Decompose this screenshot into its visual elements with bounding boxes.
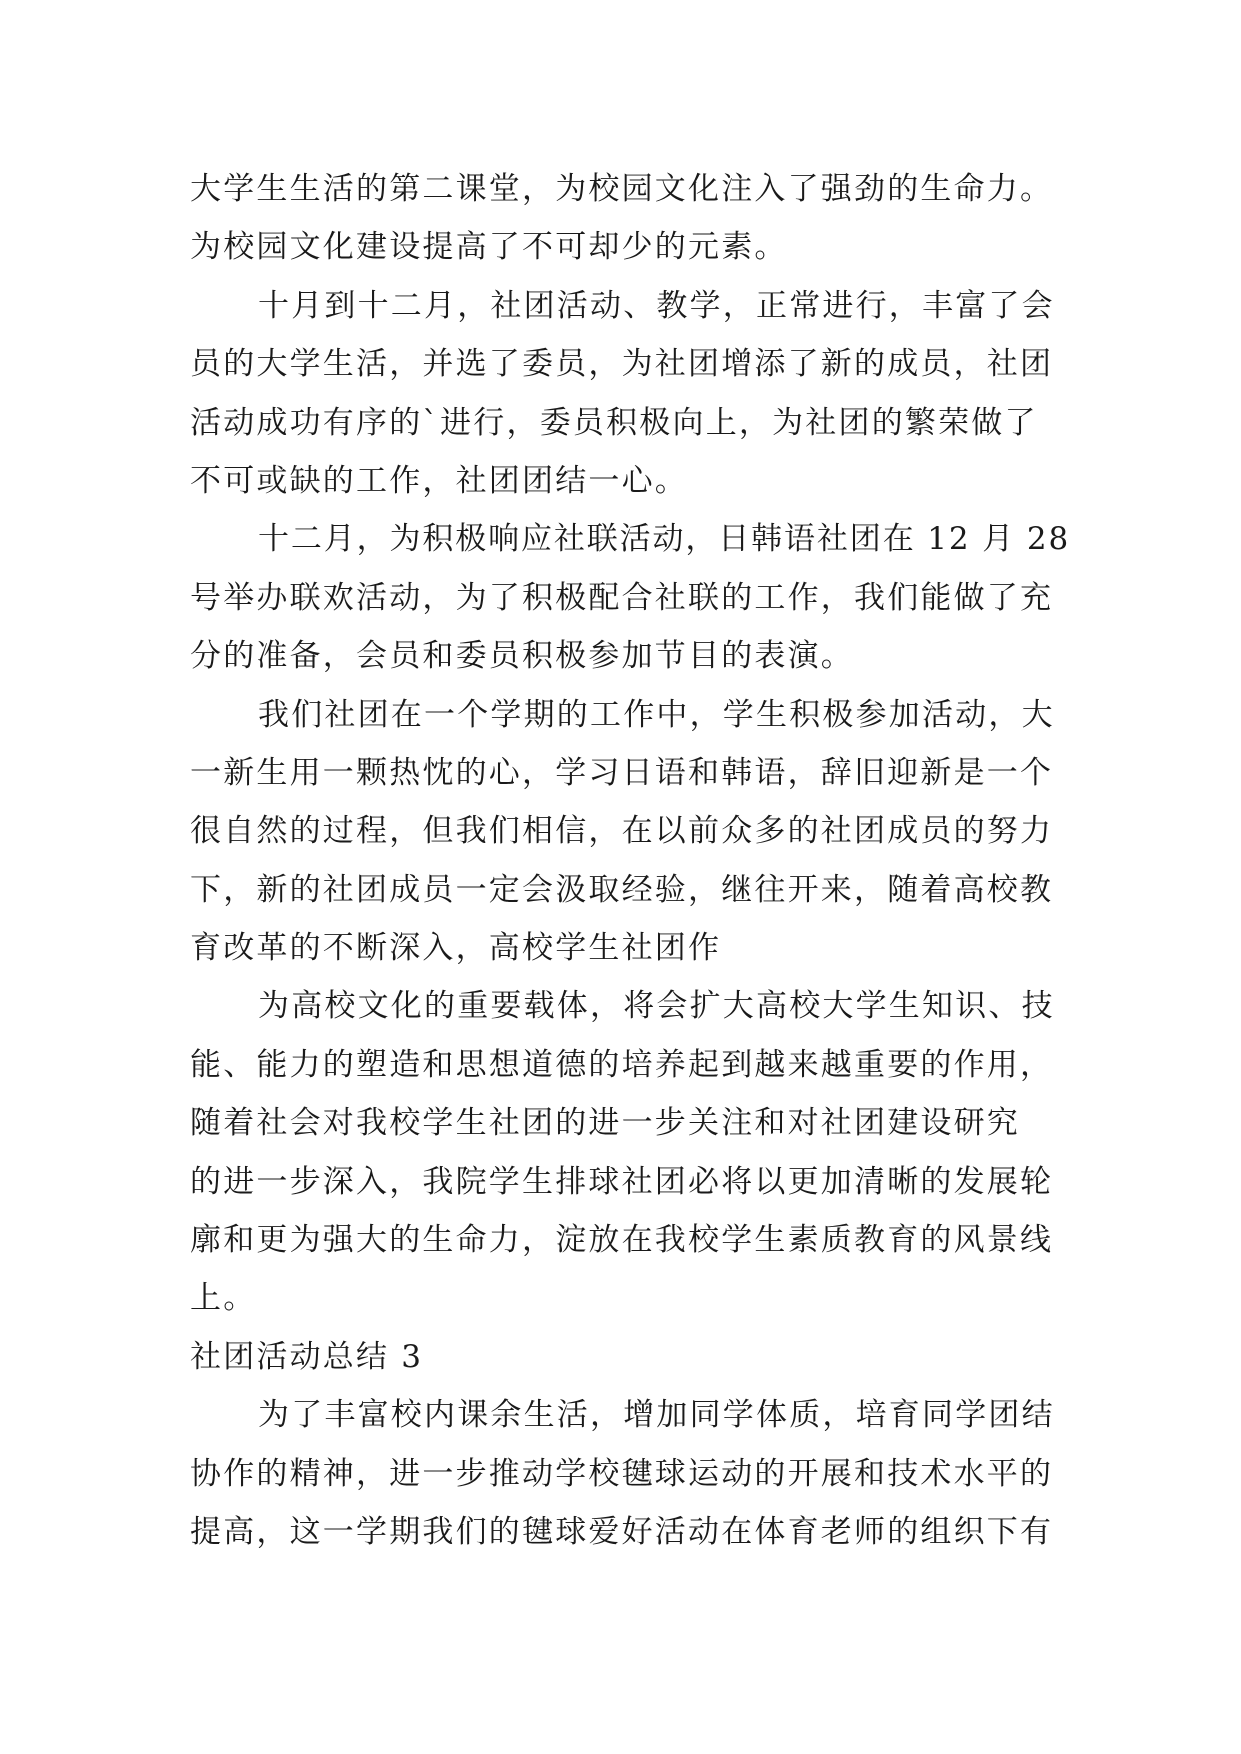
text-line: 为校园文化建设提高了不可却少的元素。 [190, 229, 788, 266]
text-line: 分的准备，会员和委员积极参加节目的表演。 [190, 638, 854, 675]
text-line: 为了丰富校内课余生活，增加同学体质，培育同学团结 [258, 1397, 1055, 1434]
text-line: 社团活动总结 3 [190, 1338, 424, 1375]
text-line: 活动成功有序的`进行，委员积极向上，为社团的繁荣做了 [190, 404, 1038, 441]
text-line: 号举办联欢活动，为了积极配合社联的工作，我们能做了充 [190, 579, 1054, 616]
text-line: 大学生生活的第二课堂，为校园文化注入了强劲的生命力。 [190, 171, 1054, 207]
text-line: 廓和更为强大的生命力，淀放在我校学生素质教育的风景线 [190, 1222, 1054, 1259]
text-line: 不可或缺的工作，社团团结一心。 [190, 462, 688, 499]
body-text [190, 160, 1070, 1561]
text-line: 上。 [190, 1280, 257, 1317]
text-line: 随着社会对我校学生社团的进一步关注和对社团建设研究 [190, 1105, 1020, 1142]
text-line: 的进一步深入，我院学生排球社团必将以更加清晰的发展轮 [190, 1163, 1054, 1200]
text-line: 提高，这一学期我们的毽球爱好活动在体育老师的组织下有 [190, 1513, 1054, 1550]
text-line: 为高校文化的重要载体，将会扩大高校大学生知识、技 [258, 988, 1055, 1025]
text-line: 员的大学生活，并选了委员，为社团增添了新的成员，社团 [190, 346, 1054, 383]
text-line: 十二月，为积极响应社联活动，日韩语社团在 12 月 28 [258, 521, 1071, 558]
text-line: 很自然的过程，但我们相信，在以前众多的社团成员的努力 [190, 813, 1054, 850]
text-line: 十月到十二月，社团活动、教学，正常进行，丰富了会 [258, 287, 1055, 324]
text-line: 我们社团在一个学期的工作中，学生积极参加活动，大 [258, 696, 1055, 733]
text-line: 育改革的不断深入，高校学生社团作 [190, 930, 722, 967]
text-line: 能、能力的塑造和思想道德的培养起到越来越重要的作用， [190, 1046, 1054, 1083]
text-line: 一新生用一颗热忱的心，学习日语和韩语，辞旧迎新是一个 [190, 754, 1054, 791]
text-line: 下，新的社团成员一定会汲取经验，继往开来，随着高校教 [190, 871, 1054, 908]
text-line: 协作的精神，进一步推动学校毽球运动的开展和技术水平的 [190, 1455, 1054, 1492]
